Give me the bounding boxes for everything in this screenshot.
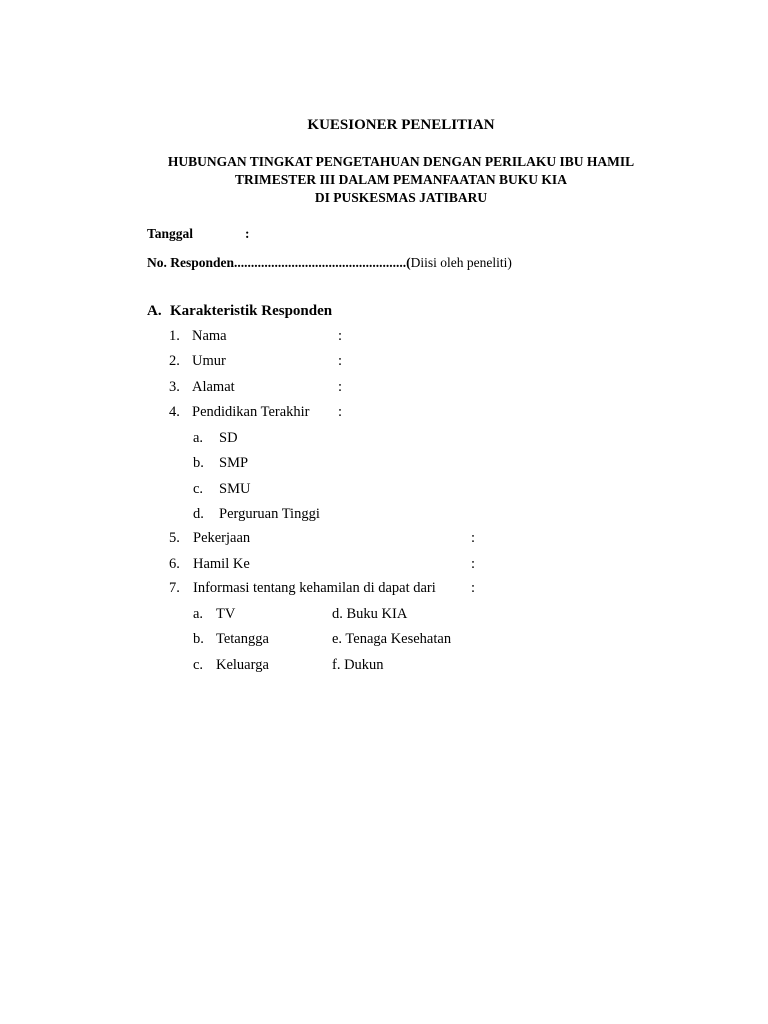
item-number: 3. — [169, 379, 180, 395]
option-letter: b. — [193, 631, 204, 647]
item-colon: : — [338, 353, 343, 369]
item-colon: : — [471, 530, 476, 546]
item-label-umur: Umur — [192, 353, 226, 369]
responden-dots: ...................................................( — [234, 255, 411, 270]
item-number: 2. — [169, 353, 180, 369]
item-colon: : — [338, 328, 343, 344]
item-label-hamil-ke: Hamil Ke — [193, 556, 250, 572]
responden-note: Diisi oleh peneliti) — [410, 255, 512, 270]
item-colon: : — [338, 404, 343, 420]
option-buku-kia: d. Buku KIA — [332, 606, 408, 622]
option-smp: SMP — [219, 455, 249, 471]
option-letter: b. — [193, 455, 204, 471]
option-smu: SMU — [219, 481, 251, 497]
option-letter: a. — [193, 430, 204, 446]
item-label-informasi: Informasi tentang kehamilan di dapat dari — [193, 580, 436, 596]
option-letter: c. — [193, 657, 204, 673]
item-label-pendidikan: Pendidikan Terakhir — [192, 404, 310, 420]
option-perguruan-tinggi: Perguruan Tinggi — [219, 506, 320, 522]
tanggal-label: Tanggal — [147, 226, 194, 241]
responden-label: No. Responden — [147, 255, 235, 270]
item-colon: : — [471, 580, 476, 596]
item-number: 5. — [169, 530, 180, 546]
option-keluarga: Keluarga — [216, 657, 269, 673]
option-tenaga-kesehatan: e. Tenaga Kesehatan — [332, 631, 452, 647]
tanggal-colon: : — [245, 226, 250, 241]
option-dukun: f. Dukun — [332, 657, 384, 673]
item-label-alamat: Alamat — [192, 379, 235, 395]
option-letter: c. — [193, 481, 204, 497]
subtitle-line-2: TRIMESTER III DALAM PEMANFAATAN BUKU KIA — [235, 172, 567, 187]
option-letter: d. — [193, 506, 204, 522]
option-sd: SD — [219, 430, 238, 446]
document-title: KUESIONER PENELITIAN — [307, 117, 495, 133]
subtitle-line-3: DI PUSKESMAS JATIBARU — [314, 190, 488, 205]
item-colon: : — [471, 556, 476, 572]
option-letter: a. — [193, 606, 204, 622]
subtitle-line-1: HUBUNGAN TINGKAT PENGETAHUAN DENGAN PERILAKU IBU HAMIL — [167, 154, 635, 169]
section-a-title: Karakteristik Responden — [170, 303, 333, 319]
responden-line — [147, 256, 512, 270]
item-label-nama: Nama — [192, 328, 227, 344]
item-number: 6. — [169, 556, 180, 572]
option-tetangga: Tetangga — [216, 631, 269, 647]
item-number: 4. — [169, 404, 180, 420]
item-number: 1. — [169, 328, 180, 344]
item-number: 7. — [169, 580, 180, 596]
item-label-pekerjaan: Pekerjaan — [193, 530, 251, 546]
item-colon: : — [338, 379, 343, 395]
section-a-letter: A. — [147, 303, 162, 319]
option-tv: TV — [216, 606, 236, 622]
